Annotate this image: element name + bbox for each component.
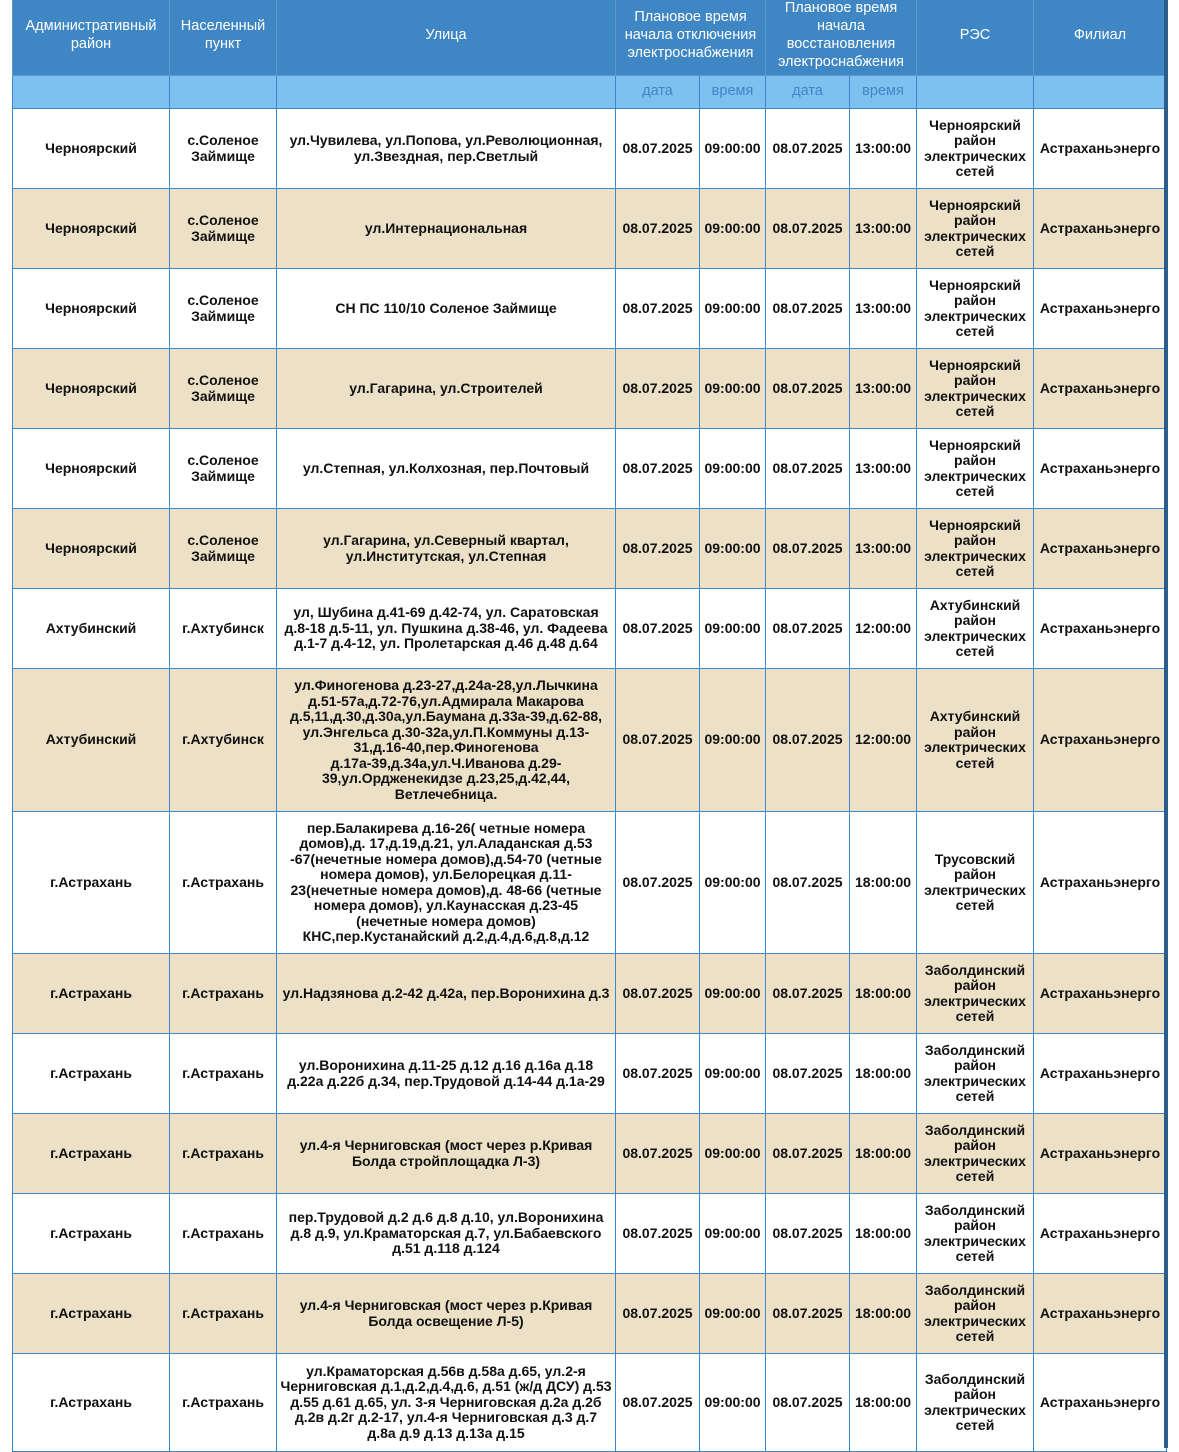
cell-locality: с.Соленое Займище — [170, 429, 277, 509]
header-locality: Населенный пункт — [170, 0, 277, 76]
table-row — [13, 1114, 1167, 1194]
cell-locality: г.Ахтубинск — [170, 669, 277, 812]
cell-branch: Астраханьэнерго — [1034, 1114, 1167, 1194]
cell-on-time: 18:00:00 — [850, 1354, 917, 1452]
cell-district: г.Астрахань — [13, 1114, 170, 1194]
cell-res: Черноярский район электрических сетей — [917, 429, 1034, 509]
cell-district: г.Астрахань — [13, 1194, 170, 1274]
cell-off-date: 08.07.2025 — [616, 429, 700, 509]
table-row — [13, 509, 1167, 589]
cell-district: Черноярский — [13, 349, 170, 429]
cell-on-time: 18:00:00 — [850, 954, 917, 1034]
cell-res: Черноярский район электрических сетей — [917, 109, 1034, 189]
cell-district: Ахтубинский — [13, 669, 170, 812]
cell-res: Ахтубинский район электрических сетей — [917, 669, 1034, 812]
cell-on-date: 08.07.2025 — [766, 1274, 850, 1354]
cell-branch: Астраханьэнерго — [1034, 1034, 1167, 1114]
cell-street: ул.Степная, ул.Колхозная, пер.Почтовый — [277, 429, 616, 509]
cell-on-time: 12:00:00 — [850, 669, 917, 812]
cell-district: г.Астрахань — [13, 1274, 170, 1354]
cell-branch: Астраханьэнерго — [1034, 669, 1167, 812]
cell-on-date: 08.07.2025 — [766, 1194, 850, 1274]
cell-off-date: 08.07.2025 — [616, 1114, 700, 1194]
cell-street: ул.4-я Черниговская (мост через р.Кривая Болда освещение Л-5) — [277, 1274, 616, 1354]
cell-on-date: 08.07.2025 — [766, 954, 850, 1034]
cell-off-date: 08.07.2025 — [616, 1354, 700, 1452]
cell-branch: Астраханьэнерго — [1034, 269, 1167, 349]
table-row — [13, 1034, 1167, 1114]
cell-on-date: 08.07.2025 — [766, 349, 850, 429]
subheader-empty — [13, 76, 170, 109]
cell-res: Заболдинский район электрических сетей — [917, 1354, 1034, 1452]
outage-table — [12, 0, 1167, 1452]
cell-off-date: 08.07.2025 — [616, 109, 700, 189]
cell-on-time: 18:00:00 — [850, 1034, 917, 1114]
cell-street: СН ПС 110/10 Соленое Займище — [277, 269, 616, 349]
cell-on-time: 13:00:00 — [850, 509, 917, 589]
cell-res: Заболдинский район электрических сетей — [917, 1034, 1034, 1114]
cell-street: ул.Интернациональная — [277, 189, 616, 269]
cell-off-date: 08.07.2025 — [616, 349, 700, 429]
table-row — [13, 1274, 1167, 1354]
cell-on-time: 18:00:00 — [850, 1194, 917, 1274]
cell-res: Черноярский район электрических сетей — [917, 509, 1034, 589]
cell-off-time: 09:00:00 — [700, 1274, 766, 1354]
cell-district: г.Астрахань — [13, 954, 170, 1034]
table-row — [13, 669, 1167, 812]
cell-on-date: 08.07.2025 — [766, 109, 850, 189]
cell-off-date: 08.07.2025 — [616, 1194, 700, 1274]
cell-on-date: 08.07.2025 — [766, 269, 850, 349]
cell-res: Черноярский район электрических сетей — [917, 189, 1034, 269]
cell-district: Черноярский — [13, 269, 170, 349]
cell-on-date: 08.07.2025 — [766, 812, 850, 954]
cell-street: ул.Гагарина, ул.Строителей — [277, 349, 616, 429]
cell-locality: г.Ахтубинск — [170, 589, 277, 669]
subheader-empty — [170, 76, 277, 109]
cell-street: ул, Шубина д.41-69 д.42-74, ул. Саратовская д.8-18 д.5-11, ул. Пушкина д.38-46, ул. Фадеева д.1-7 д.4-12, ул. Пролетарская д.46 д.48 д.64 — [277, 589, 616, 669]
cell-res: Черноярский район электрических сетей — [917, 269, 1034, 349]
cell-off-time: 09:00:00 — [700, 349, 766, 429]
cell-off-date: 08.07.2025 — [616, 1274, 700, 1354]
cell-res: Заболдинский район электрических сетей — [917, 1194, 1034, 1274]
subheader-empty — [917, 76, 1034, 109]
cell-branch: Астраханьэнерго — [1034, 429, 1167, 509]
cell-on-time: 18:00:00 — [850, 1274, 917, 1354]
cell-branch: Астраханьэнерго — [1034, 109, 1167, 189]
cell-locality: г.Астрахань — [170, 1194, 277, 1274]
cell-street: ул.Краматорская д.56в д.58а д.65, ул.2-я Черниговская д.1,д.2,д.4,д.6, д.51 (ж/д ДСУ) д.53 д.55 д.61 д.65, ул. 3-я Черниговская д.2а д.2б д.2в д.2г д.2-17, ул.4-я Черниговская д.3 д.7 д.8а д.9 д.13 д.13а д.15 — [277, 1354, 616, 1452]
cell-district: Черноярский — [13, 429, 170, 509]
outage-table-container — [12, 0, 1166, 1452]
table-row — [13, 429, 1167, 509]
cell-locality: г.Астрахань — [170, 1354, 277, 1452]
header-row — [13, 0, 1167, 76]
cell-off-date: 08.07.2025 — [616, 509, 700, 589]
cell-off-time: 09:00:00 — [700, 269, 766, 349]
cell-on-time: 12:00:00 — [850, 589, 917, 669]
cell-off-time: 09:00:00 — [700, 429, 766, 509]
cell-off-time: 09:00:00 — [700, 589, 766, 669]
cell-street: пер.Балакирева д.16-26( четные номера домов),д. 17,д.19,д.21, ул.Аладанская д.53 -67(нечетные номера домов),д.54-70 (четные номера домов), ул.Белорецкая д.11-23(нечетные номера домов),д. 48-66 (четные номера домов), ул.Каунасская д.23-45 (нечетные номера домов) КНС,пер.Кустанайский д.2,д.4,д.6,д.8,д.12 — [277, 812, 616, 954]
cell-street: пер.Трудовой д.2 д.6 д.8 д.10, ул.Воронихина д.8 д.9, ул.Краматорская д.7, ул.Бабаевского д.51 д.118 д.124 — [277, 1194, 616, 1274]
cell-district: Черноярский — [13, 509, 170, 589]
cell-branch: Астраханьэнерго — [1034, 1194, 1167, 1274]
table-row — [13, 269, 1167, 349]
cell-locality: с.Соленое Займище — [170, 109, 277, 189]
cell-off-date: 08.07.2025 — [616, 669, 700, 812]
cell-res: Заболдинский район электрических сетей — [917, 1114, 1034, 1194]
page-edge-bar — [1164, 0, 1168, 1448]
cell-locality: с.Соленое Займище — [170, 349, 277, 429]
table-row — [13, 109, 1167, 189]
subheader-off-date: дата — [616, 76, 700, 109]
cell-off-time: 09:00:00 — [700, 812, 766, 954]
cell-on-time: 18:00:00 — [850, 1114, 917, 1194]
cell-on-time: 13:00:00 — [850, 189, 917, 269]
cell-off-time: 09:00:00 — [700, 1114, 766, 1194]
table-row — [13, 954, 1167, 1034]
header-restore-time: Плановое время начала восстановления электроснабжения — [766, 0, 917, 76]
subheader-empty — [1034, 76, 1167, 109]
cell-res: Трусовский район электрических сетей — [917, 812, 1034, 954]
cell-res: Ахтубинский район электрических сетей — [917, 589, 1034, 669]
cell-locality: с.Соленое Займище — [170, 509, 277, 589]
cell-off-date: 08.07.2025 — [616, 189, 700, 269]
cell-off-time: 09:00:00 — [700, 1354, 766, 1452]
cell-off-time: 09:00:00 — [700, 669, 766, 812]
cell-off-date: 08.07.2025 — [616, 1034, 700, 1114]
cell-on-date: 08.07.2025 — [766, 1114, 850, 1194]
cell-district: Черноярский — [13, 189, 170, 269]
subheader-empty — [277, 76, 616, 109]
cell-locality: г.Астрахань — [170, 1034, 277, 1114]
cell-branch: Астраханьэнерго — [1034, 509, 1167, 589]
cell-branch: Астраханьэнерго — [1034, 1274, 1167, 1354]
cell-branch: Астраханьэнерго — [1034, 812, 1167, 954]
cell-on-time: 13:00:00 — [850, 109, 917, 189]
cell-off-time: 09:00:00 — [700, 1034, 766, 1114]
header-res: РЭС — [917, 0, 1034, 76]
table-row — [13, 812, 1167, 954]
table-row — [13, 589, 1167, 669]
cell-res: Черноярский район электрических сетей — [917, 349, 1034, 429]
cell-district: Ахтубинский — [13, 589, 170, 669]
cell-locality: г.Астрахань — [170, 954, 277, 1034]
cell-district: г.Астрахань — [13, 1354, 170, 1452]
cell-street: ул.Финогенова д.23-27,д.24а-28,ул.Лычкина д.51-57а,д.72-76,ул.Адмирала Макарова д.5,11,д.30,д.30а,ул.Баумана д.33а-39,д.62-88, ул.Энгельса д.30-32а,ул.П.Коммуны д.13-31,д.16-40,пер.Финогенова д.17а-39,д.34а,ул.Ч.Иванова д.29-39,ул.Ордженекидзе д.23,25,д.42,44, Ветлечебница. — [277, 669, 616, 812]
cell-on-time: 13:00:00 — [850, 349, 917, 429]
cell-on-date: 08.07.2025 — [766, 1034, 850, 1114]
subheader-row — [13, 76, 1167, 109]
cell-res: Заболдинский район электрических сетей — [917, 954, 1034, 1034]
cell-off-time: 09:00:00 — [700, 1194, 766, 1274]
cell-on-date: 08.07.2025 — [766, 429, 850, 509]
table-row — [13, 1354, 1167, 1452]
header-off-time: Плановое время начала отключения электроснабжения — [616, 0, 766, 76]
cell-off-date: 08.07.2025 — [616, 589, 700, 669]
cell-branch: Астраханьэнерго — [1034, 589, 1167, 669]
cell-on-date: 08.07.2025 — [766, 669, 850, 812]
cell-off-time: 09:00:00 — [700, 509, 766, 589]
cell-on-time: 13:00:00 — [850, 269, 917, 349]
table-row — [13, 1194, 1167, 1274]
cell-locality: с.Соленое Займище — [170, 189, 277, 269]
cell-branch: Астраханьэнерго — [1034, 954, 1167, 1034]
cell-street: ул.Воронихина д.11-25 д.12 д.16 д.16а д.18 д.22а д.22б д.34, пер.Трудовой д.14-44 д.1а-29 — [277, 1034, 616, 1114]
cell-branch: Астраханьэнерго — [1034, 189, 1167, 269]
cell-off-date: 08.07.2025 — [616, 954, 700, 1034]
cell-res: Заболдинский район электрических сетей — [917, 1274, 1034, 1354]
table-row — [13, 349, 1167, 429]
header-branch: Филиал — [1034, 0, 1167, 76]
header-street: Улица — [277, 0, 616, 76]
cell-off-time: 09:00:00 — [700, 954, 766, 1034]
table-row — [13, 189, 1167, 269]
cell-branch: Астраханьэнерго — [1034, 349, 1167, 429]
cell-locality: с.Соленое Займище — [170, 269, 277, 349]
cell-on-date: 08.07.2025 — [766, 1354, 850, 1452]
cell-off-date: 08.07.2025 — [616, 812, 700, 954]
cell-on-date: 08.07.2025 — [766, 589, 850, 669]
header-district: Административный район — [13, 0, 170, 76]
subheader-on-time: время — [850, 76, 917, 109]
cell-locality: г.Астрахань — [170, 1114, 277, 1194]
cell-district: г.Астрахань — [13, 812, 170, 954]
cell-street: ул.Чувилева, ул.Попова, ул.Революционная, ул.Звездная, пер.Светлый — [277, 109, 616, 189]
cell-on-date: 08.07.2025 — [766, 189, 850, 269]
subheader-on-date: дата — [766, 76, 850, 109]
cell-on-time: 18:00:00 — [850, 812, 917, 954]
cell-district: Черноярский — [13, 109, 170, 189]
cell-street: ул.Гагарина, ул.Северный квартал, ул.Институтская, ул.Степная — [277, 509, 616, 589]
cell-locality: г.Астрахань — [170, 1274, 277, 1354]
subheader-off-time: время — [700, 76, 766, 109]
cell-street: ул.Надзянова д.2-42 д.42а, пер.Воронихина д.3 — [277, 954, 616, 1034]
cell-on-time: 13:00:00 — [850, 429, 917, 509]
cell-district: г.Астрахань — [13, 1034, 170, 1114]
cell-off-time: 09:00:00 — [700, 109, 766, 189]
cell-branch: Астраханьэнерго — [1034, 1354, 1167, 1452]
cell-locality: г.Астрахань — [170, 812, 277, 954]
cell-off-time: 09:00:00 — [700, 189, 766, 269]
cell-off-date: 08.07.2025 — [616, 269, 700, 349]
cell-on-date: 08.07.2025 — [766, 509, 850, 589]
cell-street: ул.4-я Черниговская (мост через р.Кривая Болда стройплощадка Л-3) — [277, 1114, 616, 1194]
